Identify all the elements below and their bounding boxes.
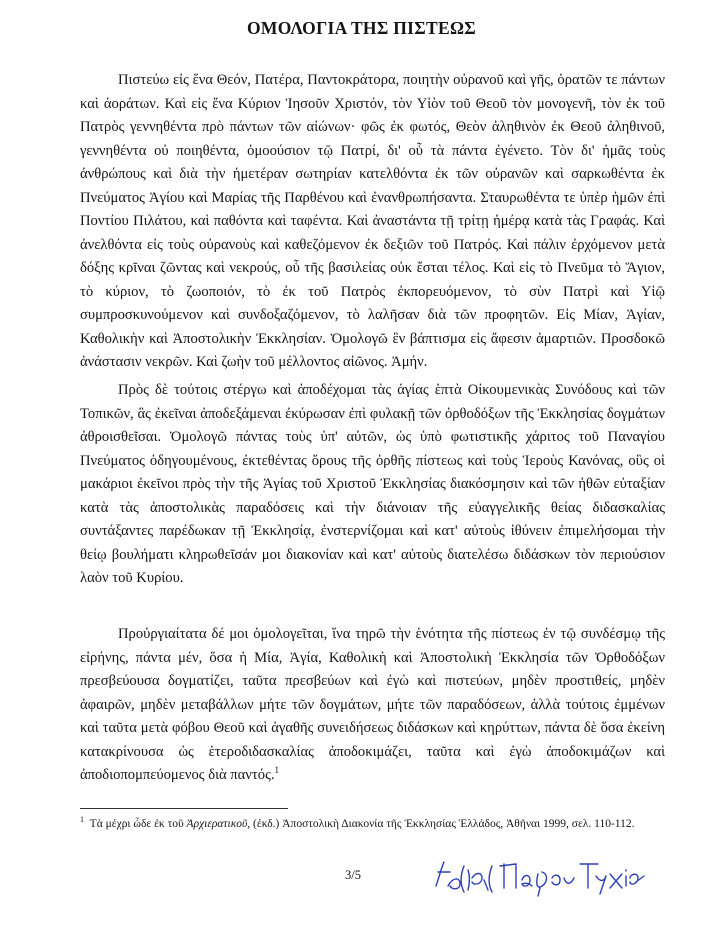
footnote-divider [80, 808, 288, 809]
handwritten-signature [430, 856, 650, 898]
footnote-marker: 1 [274, 765, 279, 776]
footnote-italic-source: Ἀρχιερατικοῦ, [186, 817, 251, 830]
footnote-text-before: Τὰ μέχρι ὧδε ἐκ τοῦ [89, 817, 184, 830]
unity-paragraph [80, 623, 665, 788]
creed-paragraph: Πιστεύω εἰς ἕνα Θεόν, Πατέρα, Παντοκράτορα, ποιητὴν οὐρανοῦ καὶ γῆς, ὁρατῶν τε πάντων καὶ ἀοράτων. Καὶ εἰς ἕνα Κύριον Ἰησοῦν Χριστόν, τὸν Υἱὸν τοῦ Θεοῦ τὸν μονογενῆ, τὸν ἐκ τοῦ Πατρὸς γεννηθέντα πρὸ πάντων τῶν αἰώνων· φῶς ἐκ φωτός, Θεὸν ἀληθινὸν ἐκ Θεοῦ ἀληθινοῦ, γεννηθέντα οὐ ποιηθέντα, ὁμοούσιον τῷ Πατρί, δι' οὗ τὰ πάντα ἐγένετο. Τὸν δι' ἡμᾶς τοὺς ἀνθρώπους καὶ διὰ τὴν ἡμετέραν σωτηρίαν κατελθόντα ἐκ τῶν οὐρανῶν καὶ σαρκωθέντα ἐκ Πνεύματος Ἁγίου καὶ Μαρίας τῆς Παρθένου καὶ ἐνανθρωπήσαντα. Σταυρωθέντα τε ὑπὲρ ἡμῶν ἐπὶ Ποντίου Πιλάτου, καὶ παθόντα καὶ ταφέντα. Καὶ ἀναστάντα τῇ τρίτῃ ἡμέρᾳ κατὰ τὰς Γραφάς. Καὶ ἀνελθόντα εἰς τοὺς οὐρανοὺς καὶ καθεζόμενον ἐκ δεξιῶν τοῦ Πατρός. Καὶ πάλιν ἐρχόμενον μετὰ δόξης κρῖναι ζῶντας καὶ νεκρούς, οὗ τῆς βασιλείας οὐκ ἔσται τέλος. Καὶ εἰς τὸ Πνεῦμα τὸ Ἅγιον, τὸ κύριον, τὸ ζωοποιόν, τὸ ἐκ τοῦ Πατρὸς ἐκπορευόμενον, τὸ σὺν Πατρὶ καὶ Υἱῷ συμπροσκυνούμενον καὶ συνδοξαζόμενον, τὸ λαλῆσαν διὰ τῶν προφητῶν. Εἰς Μίαν, Ἁγίαν, Καθολικὴν καὶ Ἀποστολικὴν Ἐκκλησίαν. Ὁμολογῶ ἓν βάπτισμα εἰς ἄφεσιν ἁμαρτιῶν. Προσδοκῶ ἀνάστασιν νεκρῶν. Καὶ ζωὴν τοῦ μέλλοντος αἰῶνος. Ἀμήν. [80, 72, 665, 370]
footnote-number: 1 [80, 815, 84, 824]
footnote-text-after: (ἐκδ.) Ἀποστολικὴ Διακονία τῆς Ἐκκλησίας Ἑλλάδος, Ἀθῆναι 1999, σελ. 110-112. [253, 817, 635, 830]
page-title: ΟΜΟΛΟΓΙΑ ΤΗΣ ΠΙΣΤΕΩΣ [246, 18, 477, 38]
unity-paragraph-text: Προὐργιαίτατα δέ μοι ὁμολογεῖται, ἵνα τηρῶ τὴν ἑνότητα τῆς πίστεως ἐν τῷ συνδέσμῳ τῆς εἰρήνης, πάντα μέν, ὅσα ἡ Μία, Ἁγία, Καθολικὴ καὶ Ἀποστολικὴ Ἐκκλησία τῶν Ὀρθοδόξων πρεσβεύουσα δογματίζει, ταῦτα πρεσβεύων καὶ ἐγὼ καὶ πιστεύων, μηδὲν προστιθείς, μηδὲν ἀφαιρῶν, μηδὲν μεταβάλλων μήτε τῶν δογμάτων, μήτε τῶν παραδόσεων, ἀλλὰ τούτοις ἐμμένων καὶ ταῦτα μετὰ φόβου Θεοῦ καὶ ἀγαθῆς συνειδήσεως διδάσκων καὶ κηρύττων, πάντα δὲ ὅσα ἐκείνη κατακρίνουσα ὡς ἑτεροδιδασκαλίας ἀποδοκιμάζει, ταῦτα καὶ ἐγὼ ἀποδοκιμάζων καὶ ἀποδιοπομπεύομενος διὰ παντός. [80, 626, 665, 783]
page-number: 3/5 [345, 868, 361, 882]
footnote [80, 811, 665, 833]
councils-paragraph: Πρὸς δὲ τούτοις στέργω καὶ ἀποδέχομαι τὰς ἁγίας ἑπτὰ Οἰκουμενικὰς Συνόδους καὶ τῶν Τοπικῶν, ἃς ἐκεῖναι ἀποδεξάμεναι ἐκύρωσαν ἐπὶ φυλακῇ τῶν ὀρθοδόξων τῆς Ἐκκλησίας δογμάτων ἀθροισθεῖσαι. Ὁμολογῶ πάντας τοὺς ὑπ' αὐτῶν, ὡς ὑπὸ φωτιστικῆς χάριτος τοῦ Παναγίου Πνεύματος ὁδηγουμένους, ἐκτεθέντας ὅρους τῆς ὀρθῆς πίστεως καὶ τοὺς Ἱεροὺς Κανόνας, οὓς οἱ μακάριοι ἐκεῖνοι πρὸς τὴν τῆς Ἁγίας τοῦ Χριστοῦ Ἐκκλησίας διακόσμησιν καὶ τῶν ἠθῶν εὐταξίαν κατὰ τὰς ἀποστολικὰς παραδόσεις καὶ τὴν διάνοιαν τῆς εὐαγγελικῆς θείας διδασκαλίας συντάξαντες παρέδωκαν τῇ Ἐκκλησίᾳ, ἐνστερνίζομαι καὶ κατ' αὐτοὺς ἰθύνειν ἐπιμελήσομαι τὴν θείῳ βουλήματι κληρωθεῖσάν μοι διακονίαν καὶ κατ' αὐτοὺς διατελέσω διδάσκων τὸν περιούσιον λαὸν τοῦ Κυρίου. [80, 382, 665, 586]
